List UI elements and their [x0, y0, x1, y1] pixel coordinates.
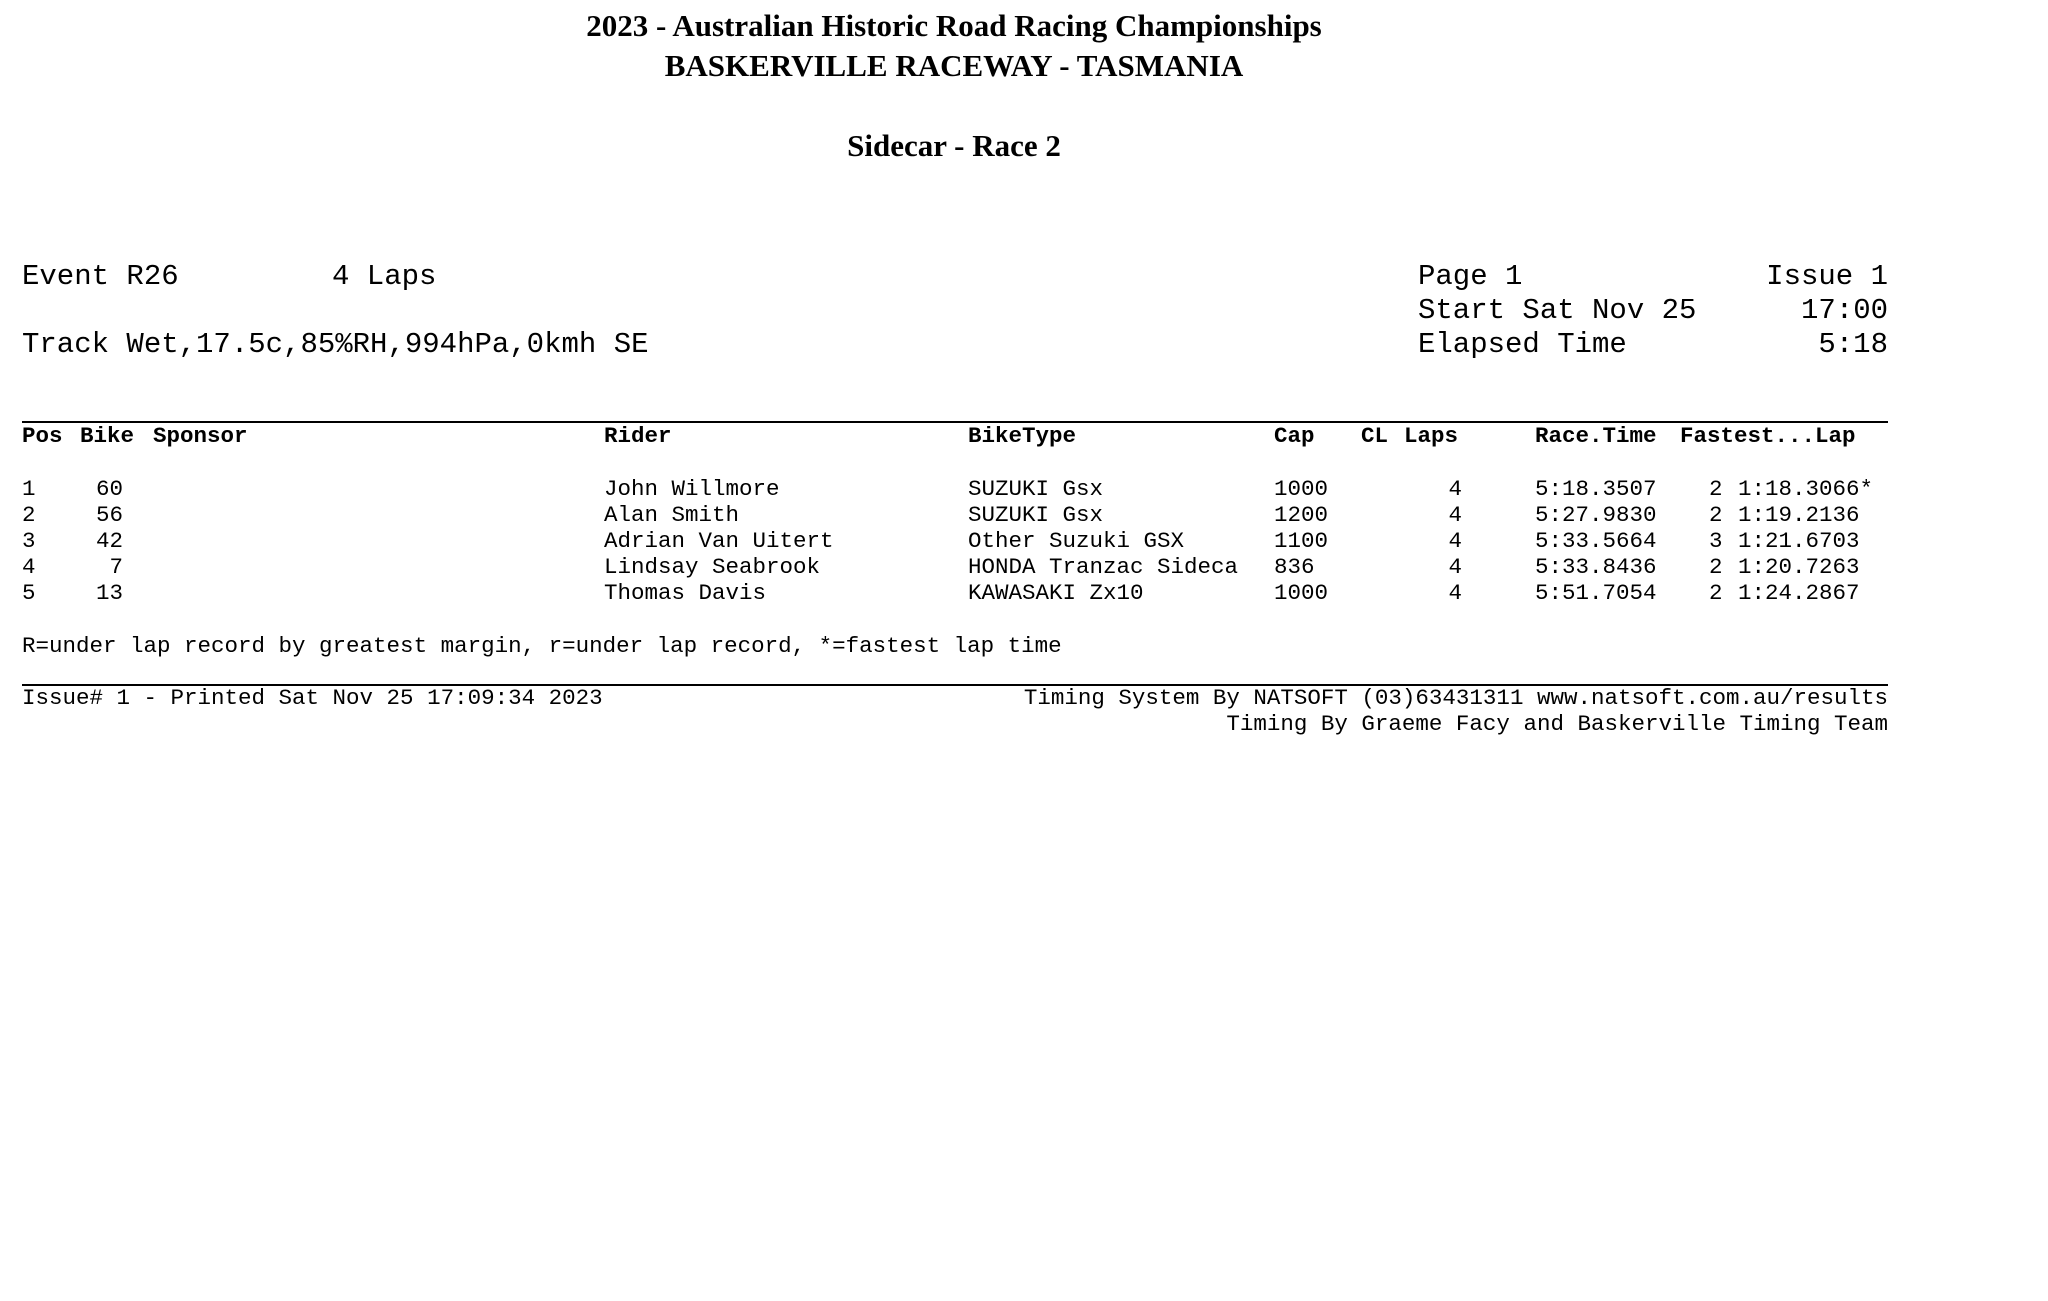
timing-by: Timing By Graeme Facy and Baskerville Timing Team: [1226, 711, 1888, 737]
printed-info: Issue# 1 - Printed Sat Nov 25 17:09:34 2023: [22, 685, 603, 711]
start-label: Start Sat Nov 25: [1418, 294, 1697, 327]
cell-bike: 56: [95, 502, 123, 528]
event-label: Event R26: [22, 260, 179, 293]
cell-fastlap-time: 1:24.2867: [1738, 580, 1860, 606]
cell-cap: 1200: [1274, 502, 1329, 528]
cell-fastlap-time: 1:20.7263: [1738, 554, 1860, 580]
cell-rider: Adrian Van Uitert: [604, 528, 834, 554]
cell-fastlap-no: 3: [1709, 528, 1723, 554]
cell-laps: 4: [1448, 476, 1462, 502]
cell-fastlap-time: 1:18.3066*: [1738, 476, 1874, 502]
cell-bike: 13: [95, 580, 123, 606]
venue-title: BASKERVILLE RACEWAY - TASMANIA: [664, 48, 1244, 83]
lap-record-legend: R=under lap record by greatest margin, r=under lap record, *=fastest lap time: [22, 633, 1062, 659]
col-fastest: Fastest...Lap: [1680, 423, 1856, 449]
cell-biketype: HONDA Tranzac Sideca: [968, 554, 1239, 580]
cell-bike: 42: [95, 528, 123, 554]
cell-rider: John Willmore: [604, 476, 780, 502]
cell-racetime: 5:51.7054: [1535, 580, 1657, 606]
cell-racetime: 5:18.3507: [1535, 476, 1657, 502]
cell-biketype: SUZUKI Gsx: [968, 502, 1104, 528]
cell-pos: 1: [22, 476, 36, 502]
issue-label: Issue 1: [1766, 260, 1888, 293]
elapsed-time: 5:18: [1818, 328, 1888, 361]
track-conditions: Track Wet,17.5c,85%RH,994hPa,0kmh SE: [22, 328, 649, 361]
start-time: 17:00: [1800, 294, 1888, 327]
cell-fastlap-time: 1:19.2136: [1738, 502, 1860, 528]
cell-laps: 4: [1448, 580, 1462, 606]
col-racetime: Race.Time: [1535, 423, 1657, 449]
cell-biketype: KAWASAKI Zx10: [968, 580, 1144, 606]
col-cl: CL: [1361, 423, 1389, 449]
cell-bike: 60: [95, 476, 123, 502]
col-sponsor: Sponsor: [153, 423, 248, 449]
col-cap: Cap: [1274, 423, 1315, 449]
col-biketype: BikeType: [968, 423, 1077, 449]
cell-laps: 4: [1448, 554, 1462, 580]
race-title: Sidecar - Race 2: [847, 128, 1061, 163]
page-label: Page 1: [1418, 260, 1523, 293]
cell-fastlap-no: 2: [1709, 502, 1723, 528]
cell-rider: Thomas Davis: [604, 580, 767, 606]
cell-rider: Lindsay Seabrook: [604, 554, 821, 580]
col-rider: Rider: [604, 423, 672, 449]
cell-cap: 1000: [1274, 580, 1329, 606]
cell-fastlap-no: 2: [1709, 476, 1723, 502]
championship-title: 2023 - Australian Historic Road Racing Championships: [586, 8, 1322, 43]
cell-racetime: 5:33.8436: [1535, 554, 1657, 580]
cell-biketype: SUZUKI Gsx: [968, 476, 1104, 502]
col-bike: Bike: [80, 423, 135, 449]
cell-laps: 4: [1448, 502, 1462, 528]
cell-pos: 2: [22, 502, 36, 528]
cell-fastlap-no: 2: [1709, 554, 1723, 580]
cell-fastlap-time: 1:21.6703: [1738, 528, 1860, 554]
laps-label: 4 Laps: [332, 260, 437, 293]
cell-laps: 4: [1448, 528, 1462, 554]
timing-system: Timing System By NATSOFT (03)63431311 www.natsoft.com.au/results: [1023, 685, 1888, 711]
cell-fastlap-no: 2: [1709, 580, 1723, 606]
cell-cap: 1100: [1274, 528, 1329, 554]
cell-bike: 7: [109, 554, 123, 580]
cell-pos: 4: [22, 554, 36, 580]
col-pos: Pos: [22, 423, 63, 449]
elapsed-label: Elapsed Time: [1418, 328, 1627, 361]
cell-racetime: 5:33.5664: [1535, 528, 1657, 554]
cell-cap: 836: [1274, 554, 1315, 580]
col-laps: Laps: [1404, 423, 1459, 449]
cell-rider: Alan Smith: [604, 502, 740, 528]
cell-pos: 5: [22, 580, 36, 606]
cell-biketype: Other Suzuki GSX: [968, 528, 1185, 554]
cell-cap: 1000: [1274, 476, 1329, 502]
cell-racetime: 5:27.9830: [1535, 502, 1657, 528]
cell-pos: 3: [22, 528, 36, 554]
